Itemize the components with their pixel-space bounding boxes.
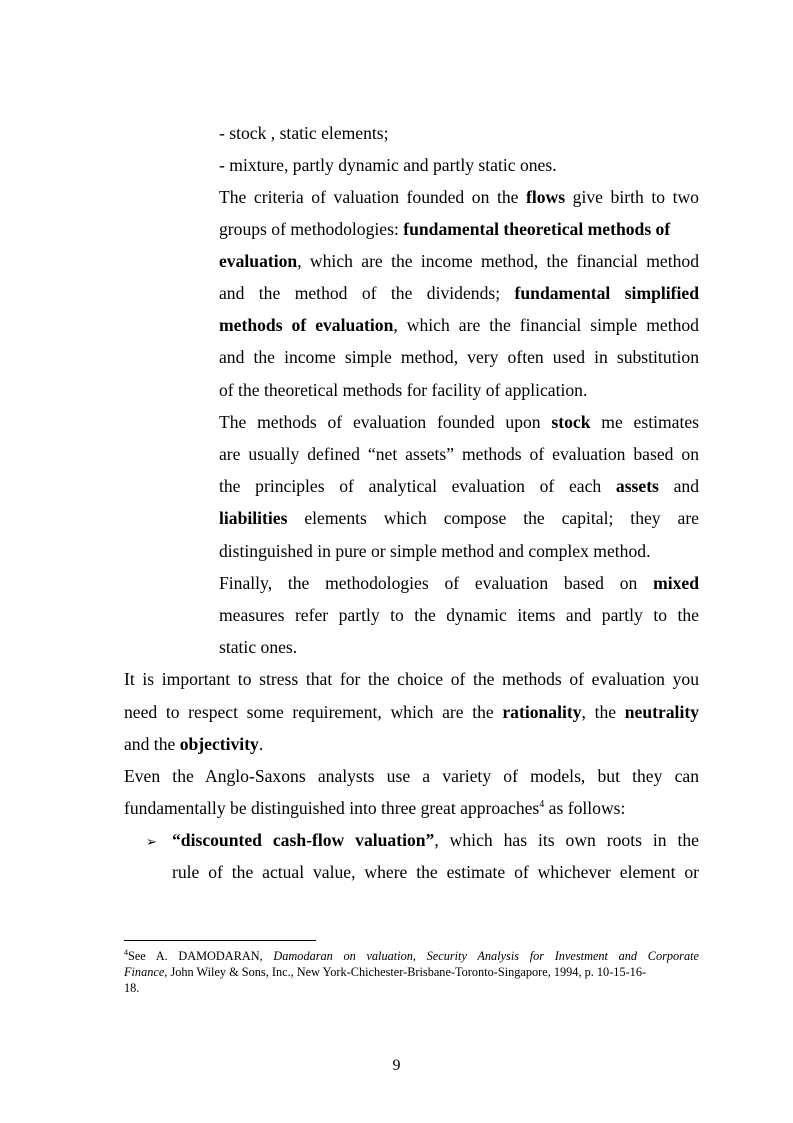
bold-term-rationality: rationality	[502, 702, 582, 722]
bold-term-dcf-valuation: “discounted cash-flow valuation”	[172, 830, 435, 850]
footnote-separator	[124, 940, 316, 941]
arrow-bullet-icon: ➢	[146, 835, 157, 850]
flows-paragraph-line: groups of methodologies: fundamental theoretical methods of	[219, 219, 671, 239]
bold-term-liabilities: liabilities	[219, 508, 288, 528]
footnote-reference: 4	[539, 799, 545, 811]
footnote-marker: 4	[124, 947, 128, 957]
requirement-paragraph-line: It is important to stress that for the choice of the methods of evaluation you	[124, 669, 699, 689]
flows-paragraph-line: methods of evaluation, which are the financial simple method	[219, 315, 699, 335]
stock-paragraph-line: are usually defined “net assets” methods of evaluation based on	[219, 444, 699, 464]
flows-paragraph-line: and the method of the dividends; fundamental simplified	[219, 283, 700, 303]
bullet-item-line: rule of the actual value, where the estimate of whichever element or	[172, 862, 699, 882]
flows-paragraph-line: The criteria of valuation founded on the flows give birth to two	[219, 187, 699, 207]
bold-term-simplified: fundamental simplified	[514, 283, 700, 303]
page-number: 9	[392, 1057, 401, 1074]
bold-term-objectivity: objectivity	[179, 734, 259, 754]
bold-term-mixed: mixed	[653, 573, 699, 593]
anglo-paragraph-line: Even the Anglo-Saxons analysts use a variety of models, but they can	[124, 766, 699, 786]
bold-term-theoretical-methods: fundamental theoretical methods of	[403, 219, 671, 239]
stock-paragraph-line: The methods of evaluation founded upon stock me estimates	[219, 412, 700, 432]
bold-term-stock: stock	[551, 412, 591, 432]
bold-term-methods-of-evaluation: methods of evaluation	[219, 315, 394, 335]
list-item-stock: - stock , static elements;	[219, 123, 389, 143]
flows-paragraph-line: of the theoretical methods for facility of application.	[219, 380, 588, 400]
anglo-paragraph-line: fundamentally be distinguished into three great approaches$^4$ as follows:	[124, 798, 626, 818]
mixed-paragraph-line: Finally, the methodologies of evaluation based on mixed	[219, 573, 699, 593]
stock-paragraph-line: distinguished in pure or simple method and complex method.	[219, 541, 651, 561]
stock-paragraph-line: the principles of analytical evaluation of each assets and	[219, 476, 699, 496]
mixed-paragraph-line: static ones.	[219, 637, 298, 657]
footnote-line: 18.	[124, 981, 140, 995]
footnote-line: $^4$See A. DAMODARAN, Damodaran on valuation, Security Analysis for Investment and Corporate	[124, 947, 699, 963]
requirement-paragraph-line: need to respect some requirement, which are the rationality, the neutrality	[124, 702, 699, 722]
mixed-paragraph-line: measures refer partly to the dynamic items and partly to the	[219, 605, 699, 625]
footnote-line: Finance, John Wiley & Sons, Inc., New York-Chichester-Brisbane-Toronto-Singapore, 1994, p. 10-15-16-	[124, 965, 647, 979]
bold-term-assets: assets	[615, 476, 659, 496]
flows-paragraph-line: evaluation, which are the income method, the financial method	[219, 251, 699, 271]
flows-paragraph-line: and the income simple method, very often used in substitution	[219, 347, 699, 367]
stock-paragraph-line: liabilities elements which compose the capital; they are	[219, 508, 699, 528]
bold-term-flows: flows	[526, 187, 566, 207]
list-item-mixture: - mixture, partly dynamic and partly static ones.	[219, 155, 557, 175]
bold-term-evaluation: evaluation	[219, 251, 298, 271]
footnote-book-title: Damodaran on valuation, Security Analysis for Investment and Corporate	[273, 949, 699, 963]
bold-term-neutrality: neutrality	[624, 702, 699, 722]
requirement-paragraph-line: and the objectivity.	[124, 734, 264, 754]
bullet-item-line: “discounted cash-flow valuation”, which has its own roots in the	[172, 830, 699, 850]
